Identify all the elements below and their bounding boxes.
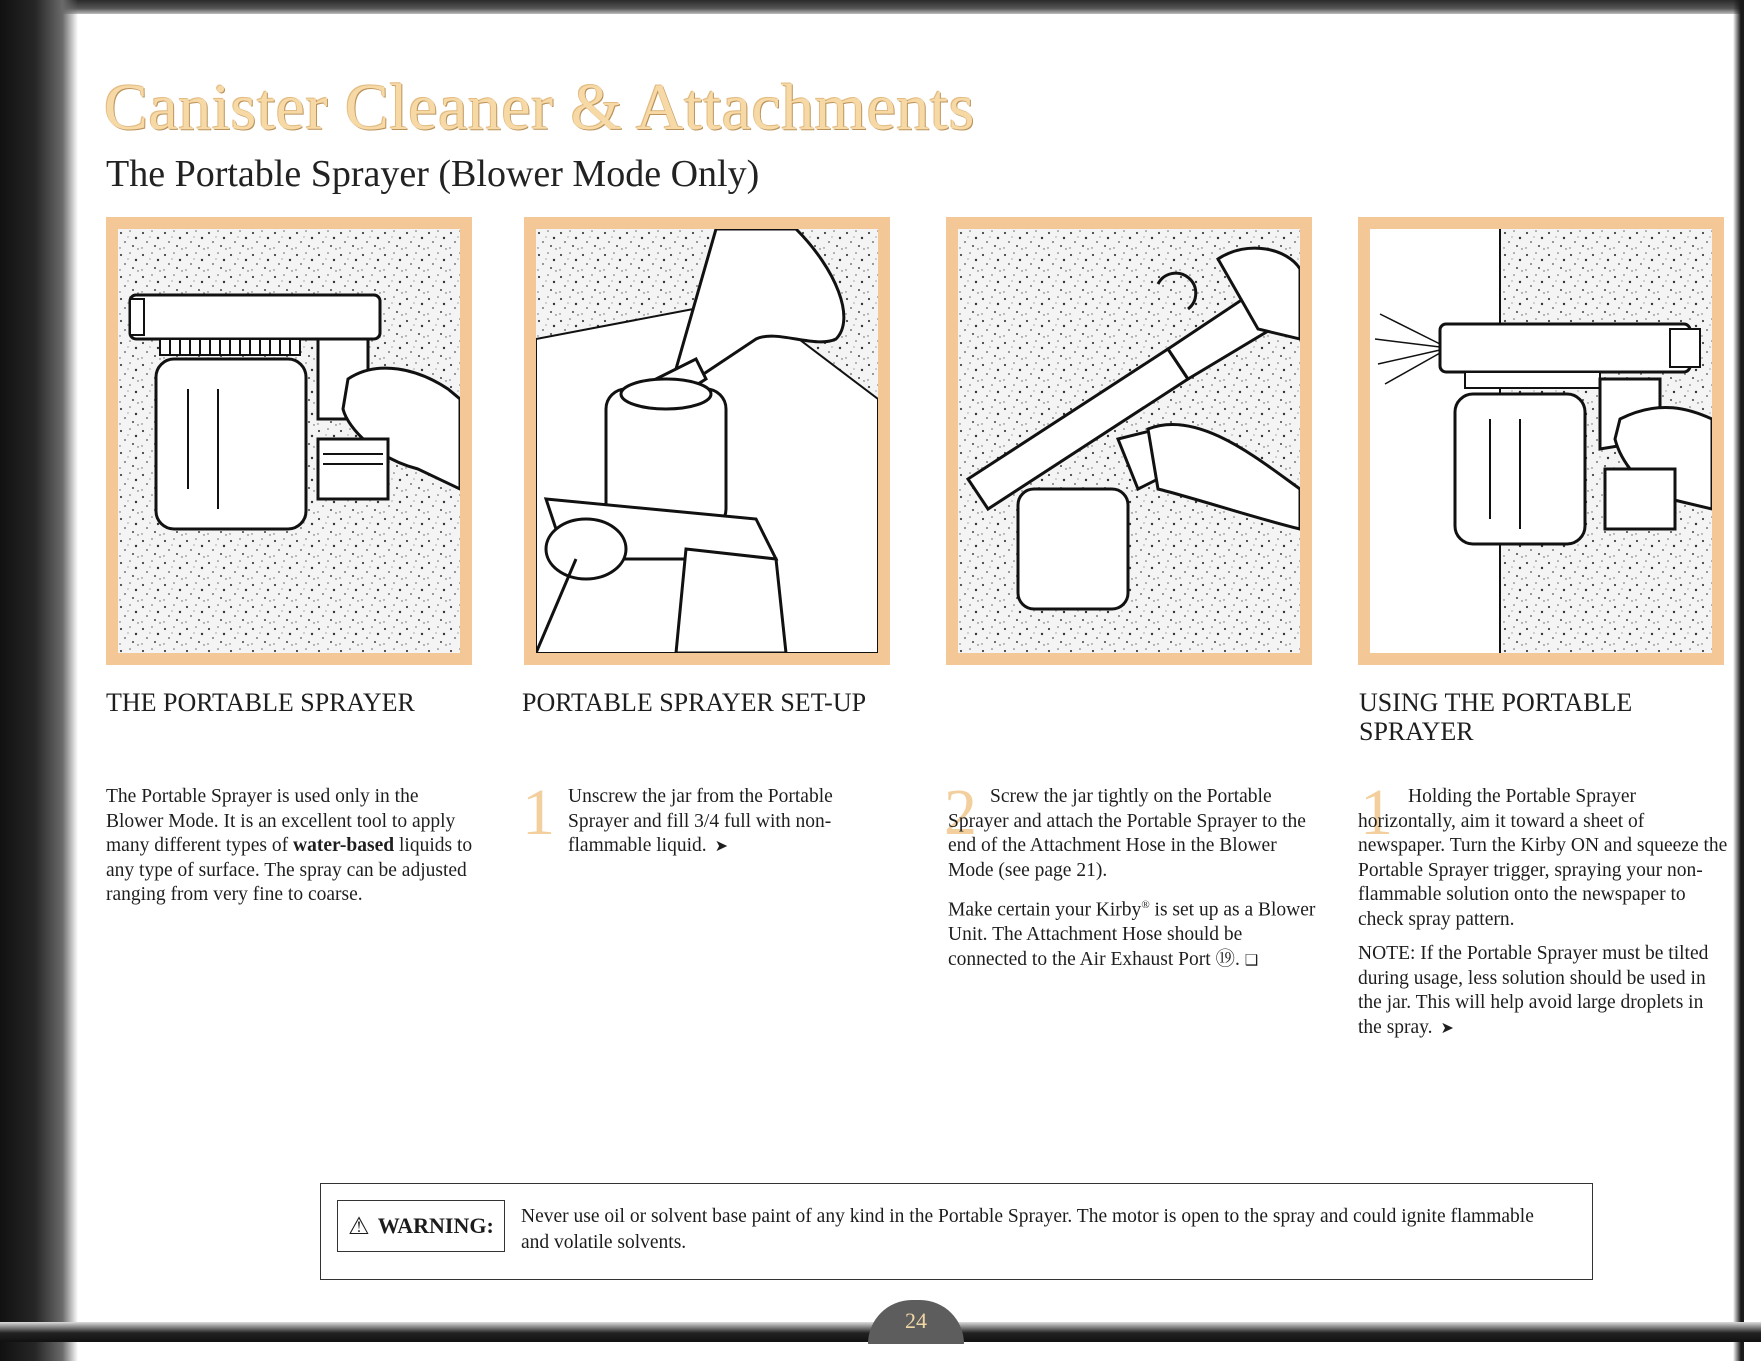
setup-step-1: [568, 785, 898, 870]
setup-step-1-number: 1: [522, 776, 555, 849]
illustration-attach-hose: [946, 217, 1312, 665]
registered-mark: ®: [1141, 899, 1150, 911]
air-exhaust-port-number: ⑲: [1215, 948, 1236, 970]
warning-label-text: WARNING:: [377, 1213, 494, 1238]
scan-edge-left: [0, 0, 78, 1361]
continue-arrow-icon-2: ➤: [1440, 1019, 1454, 1037]
scan-edge-right: [1733, 0, 1761, 1361]
setup-step-1-text: Unscrew the jar from the Portable Sprayer and fill 3/4 full with non-flammable liquid.: [568, 786, 833, 856]
description-text-part2: liquids to any type of surface. The spray can be adjusted ranging from very fine to coarse.: [106, 835, 473, 905]
using-step-1-number: 1: [1360, 776, 1393, 849]
using-step-1: [1358, 785, 1728, 1051]
setup-step-2: Screw the jar tightly on the Portable Sprayer and attach the Portable Sprayer to the end of the Attachment Hose in the Blower Mode (see page 21). Make certain your Kirby® is set up as a Blower Unit. The Attachment Hose should be connected to the Air Exhaust Port ⑲. ❑: [948, 785, 1318, 983]
page-subtitle: The Portable Sprayer (Blower Mode Only): [106, 153, 760, 195]
portable-sprayer-description: [106, 785, 476, 918]
attaching-hose-drawing: [958, 229, 1300, 653]
warning-triangle-icon: ⚠: [348, 1213, 370, 1240]
warning-text: Never use oil or solvent base paint of any kind in the Portable Sprayer. The motor is open to the spray and could ignite flammable and volatile solvents.: [521, 1206, 1534, 1253]
section-heading-portable-sprayer: THE PORTABLE SPRAYER: [106, 688, 415, 717]
setup-step-2-text: Screw the jar tightly on the Portable Sprayer and attach the Portable Sprayer to the end of the Attachment Hose in the Blower Mode (see page 21).: [948, 786, 1306, 881]
page-title: Canister Cleaner & Attachments: [104, 71, 975, 144]
scan-edge-top: [0, 0, 1761, 14]
section-heading-setup: PORTABLE SPRAYER SET-UP: [522, 688, 867, 717]
description-text-part1: The Portable Sprayer is used only in the Blower Mode. It is an excellent tool to apply many different types of: [106, 786, 456, 856]
sprayer-drawing: [118, 229, 460, 653]
section-heading-using: USING THE PORTABLE SPRAYER: [1359, 688, 1633, 746]
page-number: 24: [868, 1300, 964, 1344]
description-bold-text: water-based: [293, 835, 395, 856]
setup-note-text-part2: is set up as a Blower Unit. The Attachment Hose should be connected to the Air Exhaust Port: [948, 899, 1316, 970]
using-step-1-text: Holding the Portable Sprayer horizontally, aim it toward a sheet of newspaper. Turn the Kirby ON and squeeze the Portable Sprayer trigger, spraying your non-flammable solution onto the newspaper to check spray pattern.: [1358, 786, 1728, 930]
setup-note-text-part1: Make certain your Kirby: [948, 899, 1142, 921]
spraying-newspaper-drawing: [1370, 229, 1712, 653]
setup-step-2-number: 2: [944, 776, 977, 849]
illustration-portable-sprayer: [106, 217, 472, 665]
continue-arrow-icon: ➤: [714, 838, 729, 855]
end-of-section-icon: ❑: [1244, 952, 1259, 969]
illustration-sprayer-setup: [524, 217, 890, 665]
illustration-using-sprayer: [1358, 217, 1724, 665]
filling-jar-drawing: [536, 229, 878, 653]
warning-label: [337, 1200, 505, 1252]
using-note-text: NOTE: If the Portable Sprayer must be tilted during usage, less solution should be used in the jar. This will help avoid large droplets in the spray.: [1358, 943, 1709, 1038]
warning-box: [320, 1183, 1593, 1280]
